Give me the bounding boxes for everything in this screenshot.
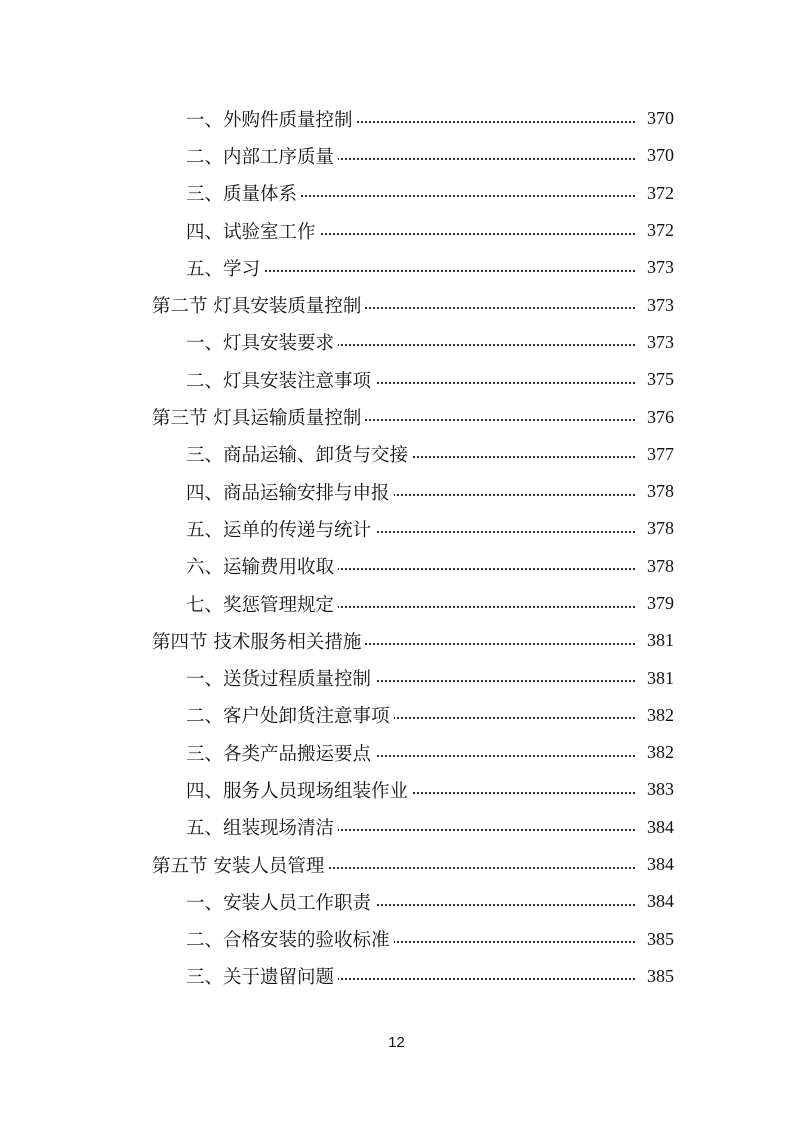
toc-entry-page: 385 bbox=[643, 966, 674, 987]
toc-entry-page: 372 bbox=[643, 183, 674, 204]
toc-entry-page: 373 bbox=[643, 332, 674, 353]
toc-entry-page: 377 bbox=[643, 444, 674, 465]
page-number: 12 bbox=[388, 1034, 405, 1051]
toc-entry[interactable] bbox=[0, 249, 793, 286]
toc-entry-title: 七、奖惩管理规定 bbox=[186, 591, 338, 617]
toc-entry[interactable] bbox=[0, 921, 793, 958]
toc-entry[interactable] bbox=[0, 100, 793, 137]
toc-entry-page: 370 bbox=[643, 145, 674, 166]
toc-entry-title: 三、关于遗留问题 bbox=[186, 963, 338, 989]
toc-section-entry[interactable] bbox=[0, 846, 793, 883]
toc-entry[interactable] bbox=[0, 212, 793, 249]
toc-entry-page: 384 bbox=[643, 891, 674, 912]
toc-entry-page: 378 bbox=[643, 556, 674, 577]
toc-entry-page: 373 bbox=[643, 295, 674, 316]
toc-entry[interactable] bbox=[0, 771, 793, 808]
toc-entry-title: 二、合格安装的验收标准 bbox=[186, 926, 394, 952]
toc-entry[interactable] bbox=[0, 585, 793, 622]
toc-entry-page: 382 bbox=[643, 742, 674, 763]
toc-entry[interactable] bbox=[0, 324, 793, 361]
toc-section-entry[interactable] bbox=[0, 286, 793, 323]
toc-entry-title: 六、运输费用收取 bbox=[186, 553, 338, 579]
toc-entry-title: 五、运单的传递与统计 bbox=[186, 516, 375, 542]
toc-entry-page: 376 bbox=[643, 407, 674, 428]
toc-entry[interactable] bbox=[0, 175, 793, 212]
toc-entry[interactable] bbox=[0, 958, 793, 995]
toc-entry[interactable] bbox=[0, 809, 793, 846]
toc-entry-page: 382 bbox=[643, 705, 674, 726]
toc-entry-page: 381 bbox=[643, 668, 674, 689]
toc-entry-page: 373 bbox=[643, 257, 674, 278]
table-of-contents bbox=[0, 100, 793, 995]
toc-entry[interactable] bbox=[0, 734, 793, 771]
toc-entry-page: 385 bbox=[643, 929, 674, 950]
toc-entry-title: 一、灯具安装要求 bbox=[186, 329, 338, 355]
toc-entry-page: 378 bbox=[643, 518, 674, 539]
toc-entry-title: 四、商品运输安排与申报 bbox=[186, 479, 394, 505]
toc-section-entry[interactable] bbox=[0, 398, 793, 435]
toc-entry-title: 二、灯具安装注意事项 bbox=[186, 367, 375, 393]
toc-entry[interactable] bbox=[0, 510, 793, 547]
toc-entry-title: 五、学习 bbox=[186, 255, 264, 281]
toc-entry-title: 一、外购件质量控制 bbox=[186, 106, 357, 132]
toc-entry-title: 二、内部工序质量 bbox=[186, 143, 338, 169]
toc-entry-title: 二、客户处卸货注意事项 bbox=[186, 702, 394, 728]
toc-entry-title: 第四节 技术服务相关措施 bbox=[152, 628, 365, 654]
toc-entry[interactable] bbox=[0, 548, 793, 585]
toc-entry-page: 378 bbox=[643, 481, 674, 502]
toc-section-entry[interactable] bbox=[0, 622, 793, 659]
toc-entry-title: 五、组装现场清洁 bbox=[186, 814, 338, 840]
toc-entry[interactable] bbox=[0, 473, 793, 510]
toc-entry-title: 第五节 安装人员管理 bbox=[152, 852, 328, 878]
toc-entry[interactable] bbox=[0, 137, 793, 174]
toc-entry-title: 三、各类产品搬运要点 bbox=[186, 740, 375, 766]
toc-entry-title: 三、商品运输、卸货与交接 bbox=[186, 441, 412, 467]
toc-entry-title: 第三节 灯具运输质量控制 bbox=[152, 404, 365, 430]
toc-entry-page: 375 bbox=[643, 369, 674, 390]
toc-entry-title: 一、安装人员工作职责 bbox=[186, 889, 375, 915]
toc-entry-page: 383 bbox=[643, 779, 674, 800]
toc-entry-title: 四、服务人员现场组装作业 bbox=[186, 777, 412, 803]
toc-entry-page: 372 bbox=[643, 220, 674, 241]
toc-entry-title: 四、试验室工作 bbox=[186, 218, 320, 244]
toc-entry[interactable] bbox=[0, 361, 793, 398]
toc-entry-title: 三、质量体系 bbox=[186, 180, 301, 206]
toc-entry[interactable] bbox=[0, 697, 793, 734]
toc-entry-page: 379 bbox=[643, 593, 674, 614]
toc-entry-page: 384 bbox=[643, 817, 674, 838]
toc-entry-title: 第二节 灯具安装质量控制 bbox=[152, 292, 365, 318]
toc-entry-page: 384 bbox=[643, 854, 674, 875]
toc-entry[interactable] bbox=[0, 883, 793, 920]
toc-entry-title: 一、送货过程质量控制 bbox=[186, 665, 375, 691]
toc-entry[interactable] bbox=[0, 659, 793, 696]
toc-entry-page: 381 bbox=[643, 630, 674, 651]
toc-entry-page: 370 bbox=[643, 108, 674, 129]
toc-entry[interactable] bbox=[0, 436, 793, 473]
